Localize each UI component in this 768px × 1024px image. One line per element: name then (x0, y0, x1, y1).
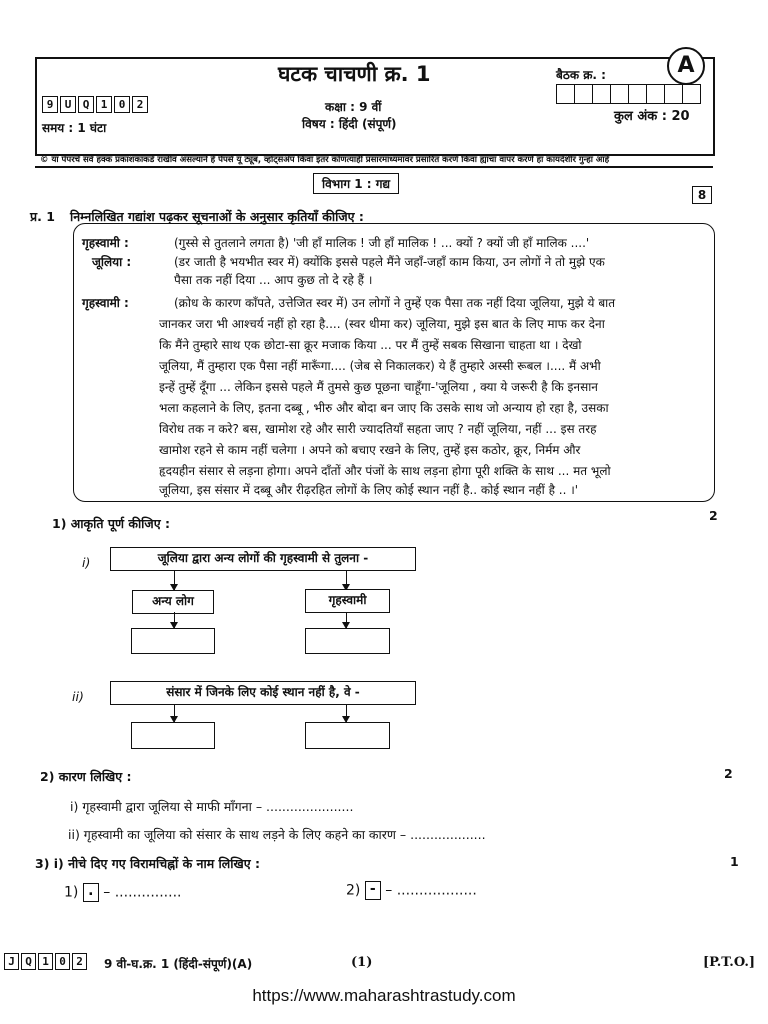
passage-line: जूलिया, मैं तुम्हारा एक पैसा नहीं मारूँगा.... (जेब से निकालकर) ये हैं तुम्हारे अस्सी रूबल ।.... मैं अभी (159, 359, 601, 373)
arrow-down (346, 704, 347, 722)
copyright-notice: © या पेपरचे सर्व हक्क प्रकाशकांकडे राखीव असल्याने हे पेपर्स यू ट्यूब, व्हॉट्सअ‍ॅप किंवा इतर कोणत्याही प्रसारमाध्यमांवर प्रसारित करणे किंवा ह्यांचा वापर करणे हा कायदेशीर गुन्हा आहे (40, 155, 610, 165)
class-label: कक्षा : 9 वीं (325, 100, 382, 114)
question-1-text: निम्नलिखित गद्यांश पढ़कर सूचनाओं के अनुसार कृतियाँ कीजिए : (70, 209, 364, 224)
code-cell: J (4, 953, 19, 970)
passage-line: जूलिया, इस संसार में दब्बू और रीढ़रहित लोगों के लिए कोई स्थान नहीं है.. कोई स्थान नहीं है .. ।' (159, 483, 579, 497)
code-cell: Q (78, 96, 94, 113)
speaker-label: गृहस्वामी : (82, 236, 129, 250)
seat-number-cells (556, 84, 701, 104)
time-label: समय : 1 घंटा (42, 121, 107, 135)
subquestion-2-label: 2) कारण लिखिए : (40, 769, 132, 784)
reason-item-ii: ii) गृहस्वामी का जूलिया को संसार के साथ लड़ने के लिए कहने का कारण – ................... (68, 827, 486, 842)
code-cell: Q (21, 953, 36, 970)
passage-box (73, 223, 715, 502)
other-people-box: अन्य लोग (132, 590, 214, 614)
answer-box-2[interactable] (305, 722, 390, 749)
section-marks: 8 (692, 186, 712, 204)
arrow-down (346, 612, 347, 628)
code-cell: 1 (38, 953, 53, 970)
passage-line: (गुस्से से तुतलाने लगता है) 'जी हाँ मालिक ! जी हाँ मालिक ! ... क्यों ? क्यों जी हाँ मालिक ....' (174, 236, 590, 250)
answer-box-other-people[interactable] (131, 628, 215, 654)
house-owner-box: गृहस्वामी (305, 589, 390, 613)
passage-line: खामोश रहने से काम नहीं चलेगा । अपने को बचाए रखने के लिए, तुम्हें इस कठोर, क्रूर, निर्मम और (159, 443, 581, 457)
arrow-down (346, 570, 347, 590)
arrow-down (174, 570, 175, 590)
speaker-label: जूलिया : (92, 255, 132, 269)
item-i-label: i) (82, 555, 91, 570)
arrow-down (174, 612, 175, 628)
item-ii-label: ii) (72, 689, 84, 704)
passage-line: पैसा तक नहीं दिया ... आप कुछ तो दे रहे हैं । (174, 273, 373, 287)
passage-line: (क्रोध के कारण काँपते, उत्तेजित स्वर में) उन लोगों ने तुम्हें एक पैसा तक नहीं दिया जूलिया, मुझे ये बात (174, 296, 616, 310)
footer-paper-ref: 9 वी-घ.क्र. 1 (हिंदी-संपूर्ण)(A) (104, 957, 253, 971)
hyphen-symbol: - (365, 881, 381, 900)
passage-line: (डर जाती है भयभीत स्वर में) क्योंकि इससे पहले मैंने जहाँ-जहाँ काम किया, उन लोगों ने तो मुझे एक (174, 255, 605, 269)
footer-code-cells (4, 953, 89, 970)
code-cell: U (60, 96, 76, 113)
code-cell: 2 (72, 953, 87, 970)
punctuation-option-2: 2) - – .................. (346, 881, 477, 899)
page-number: (1) (351, 955, 373, 970)
source-url: https://www.maharashtrastudy.com (252, 986, 516, 1005)
comparison-heading-box: जूलिया द्वारा अन्य लोगों की गृहस्वामी से तुलना - (110, 547, 416, 571)
arrow-down (174, 704, 175, 722)
passage-line: हृदयहीन संसार से लड़ना होगा। अपने दाँतों और पंजों के साथ लड़ना होगा पूरी शक्ति के साथ ... मत भूलो (159, 464, 611, 478)
passage-line: भला कहलाने के लिए, इतना दब्बू , भीरु और बोदा बन जाए कि उसके साथ जो अन्याय हो रहा है, उसका (159, 401, 609, 415)
answer-box-1[interactable] (131, 722, 215, 749)
code-cell: 9 (42, 96, 58, 113)
speaker-label: गृहस्वामी : (82, 296, 129, 310)
divider (35, 166, 713, 168)
subquestion-2-marks: 2 (724, 766, 733, 781)
no-place-heading-box: संसार में जिनके लिए कोई स्थान नहीं है, वे - (110, 681, 416, 705)
subject-label: विषय : हिंदी (संपूर्ण) (302, 117, 397, 131)
passage-line: कि मैंने तुम्हारे साथ एक छोटा-सा क्रूर मजाक किया ... पर मैं तुम्हें सबक सिखाना चाहता था । देखो (159, 338, 582, 352)
code-cell: 0 (114, 96, 130, 113)
pto-label: [P.T.O.] (703, 955, 756, 970)
answer-box-house-owner[interactable] (305, 628, 390, 654)
seat-number-label: बैठक क्र. : (556, 68, 606, 82)
subquestion-3-label: 3) i) नीचे दिए गए विरामचिह्नों के नाम लिखिए : (35, 856, 260, 871)
passage-line: इन्हें तुम्हें दूँगा ... लेकिन इससे पहले मैं तुमसे कुछ पूछना चाहूँगा-'जूलिया , क्या ये जरूरी है कि इनसान (159, 380, 598, 394)
section-heading: विभाग 1 : गद्य (313, 173, 399, 194)
subquestion-1-marks: 2 (709, 508, 718, 523)
code-cell: 2 (132, 96, 148, 113)
question-1-number: प्र. 1 (30, 209, 55, 224)
total-marks-label: कुल अंक : 20 (614, 109, 690, 124)
reason-item-i: i) गृहस्वामी द्वारा जूलिया से माफी माँगना – ...................... (70, 799, 354, 814)
exam-title: घटक चाचणी क्र. 1 (278, 62, 431, 86)
code-cell: 0 (55, 953, 70, 970)
subquestion-1-label: 1) आकृति पूर्ण कीजिए : (52, 516, 170, 531)
code-cell: 1 (96, 96, 112, 113)
passage-line: जानकर जरा भी आश्चर्य नहीं हो रहा है.... (स्वर धीमा कर) जूलिया, मुझे इस बात के लिए माफ कर देना (159, 317, 605, 331)
passage-line: विरोध तक न करे? बस, खामोश रहे और सारी ज्यादतियाँ सहता जाए ? नहीं जूलिया, नहीं ... इस तरह (159, 422, 597, 436)
paper-code-cells (42, 96, 150, 113)
set-letter-badge: A (667, 47, 705, 85)
full-stop-symbol: . (83, 883, 99, 902)
punctuation-option-1: 1) . – ............... (64, 883, 182, 901)
subquestion-3-marks: 1 (730, 854, 739, 869)
